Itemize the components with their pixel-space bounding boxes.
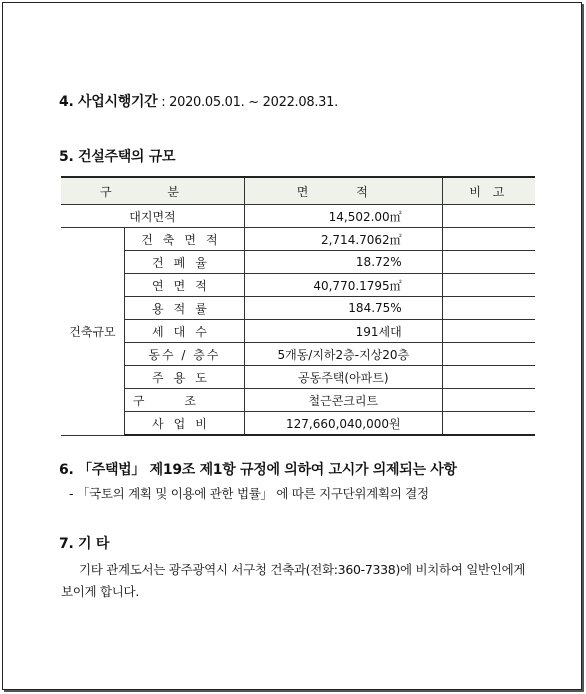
table-row [61,297,535,320]
remarks-cell [442,412,535,436]
table-row [61,412,535,436]
remarks-cell [442,274,535,297]
row-label: 건축면적 [124,228,244,251]
section-4-heading [59,91,338,111]
row-label: 주용도 [124,366,244,389]
row-label: 세대수 [124,320,244,343]
site-area-value: 14,502.00㎡ [244,205,442,228]
header-area: 면 적 [244,177,442,205]
row-value: 철근콘크리트 [244,389,442,412]
section-6-heading: 6. 「주택법」 제19조 제1항 규정에 의하여 고시가 의제되는 사항 [59,462,457,478]
header-remarks: 비 고 [442,177,535,205]
table-row [61,343,535,366]
table-row [61,205,535,228]
remarks-cell [442,389,535,412]
section-4-period: : 2020.05.01. ~ 2022.08.31. [157,95,338,110]
remarks-cell [442,228,535,251]
table-row [61,251,535,274]
row-label: 사업비 [124,412,244,436]
remarks-cell [442,320,535,343]
section-7-heading: 7. 기 타 [59,536,110,552]
section-7-line-2: 보이게 합니다. [61,584,139,599]
row-label: 용적률 [124,297,244,320]
row-value: 공동주택(아파트) [244,366,442,389]
building-scale-label: 건축규모 [61,228,124,436]
remarks-cell [442,343,535,366]
row-value: 5개동/지하2층-지상20층 [244,343,442,366]
section-6-item: - 「국토의 계획 및 이용에 관한 법률」 에 따른 지구단위계획의 결정 [69,486,429,501]
row-value: 184.75% [244,297,442,320]
row-label: 구조 [124,389,244,412]
building-scale-table [61,176,535,436]
row-value: 18.72% [244,251,442,274]
table-row [61,389,535,412]
row-label: 동수 / 층수 [124,343,244,366]
header-category: 구 분 [61,177,244,205]
section-5-heading: 5. 건설주택의 규모 [59,149,176,165]
row-label: 연면적 [124,274,244,297]
row-label: 건폐율 [124,251,244,274]
site-area-label: 대지면적 [61,205,244,228]
table-row [61,366,535,389]
table-header-row [61,177,535,205]
remarks-cell [442,366,535,389]
table-row [61,228,535,251]
row-value: 127,660,040,000원 [244,412,442,436]
remarks-cell [442,297,535,320]
row-value: 40,770.1795㎡ [244,274,442,297]
table-row [61,274,535,297]
section-7-line-1: 기타 관계도서는 광주광역시 서구청 건축과(전화:360-7338)에 비치하여 일반인에게 [79,562,526,577]
document-page [2,2,582,690]
table-row [61,320,535,343]
row-value: 191세대 [244,320,442,343]
remarks-cell [442,205,535,228]
row-value: 2,714.7062㎡ [244,228,442,251]
remarks-cell [442,251,535,274]
section-4-title: 4. 사업시행기간 [59,94,158,110]
